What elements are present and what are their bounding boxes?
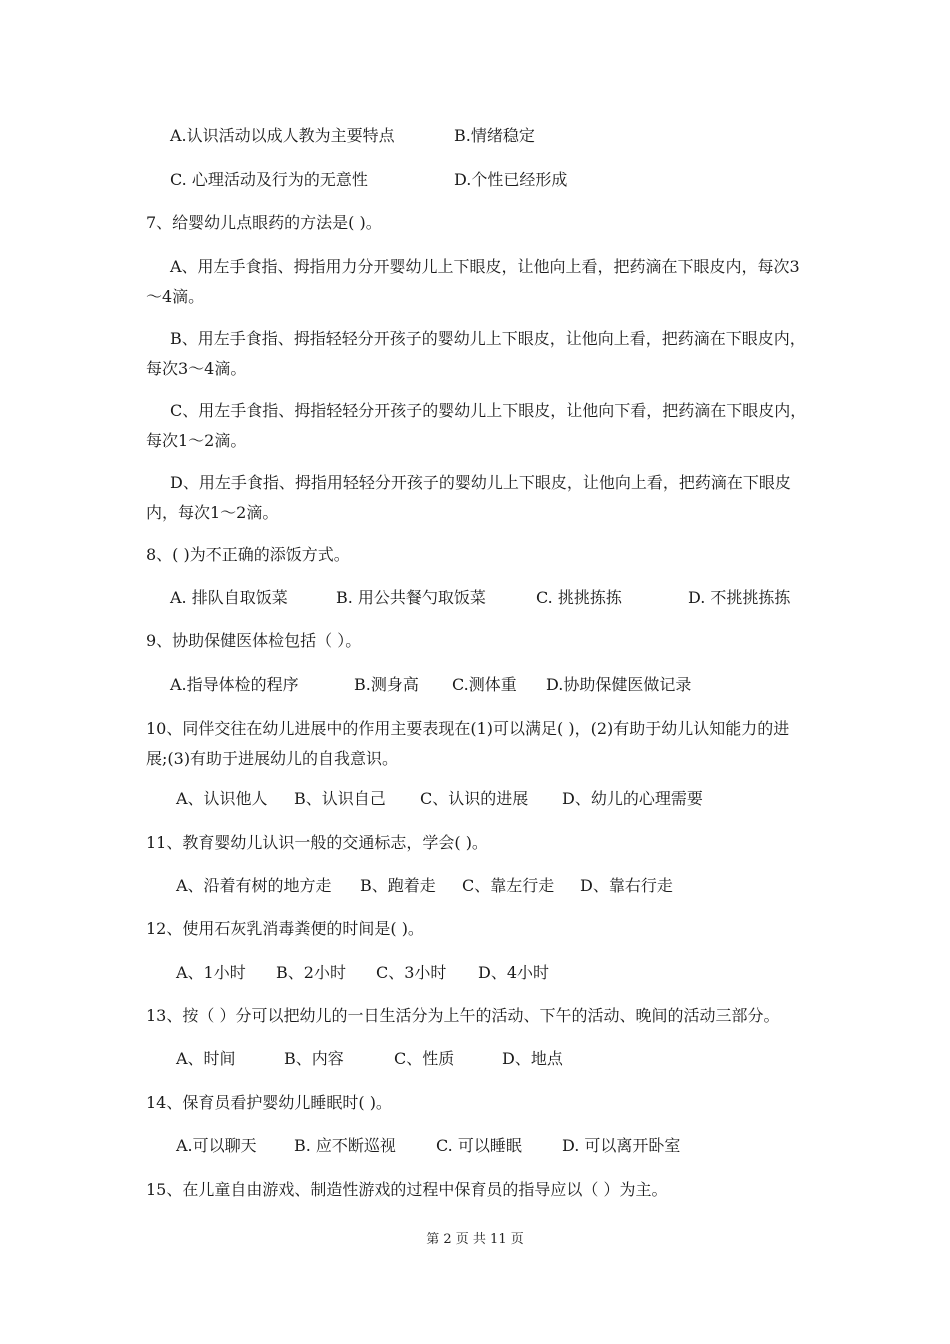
q6-option-c: C. 心理活动及行为的无意性 bbox=[170, 170, 368, 189]
q11-stem: 11、教育婴幼儿认识一般的交通标志，学会( )。 bbox=[146, 833, 488, 852]
q10-option-d: D、幼儿的心理需要 bbox=[562, 789, 703, 808]
q8-option-c: C. 挑挑拣拣 bbox=[536, 588, 622, 607]
q8-stem: 8、( )为不正确的添饭方式。 bbox=[146, 545, 350, 564]
q14-option-d: D. 可以离开卧室 bbox=[562, 1136, 681, 1155]
q13-option-a: A、时间 bbox=[176, 1049, 236, 1068]
q7-option-a: A、用左手食指、拇指用力分开婴幼儿上下眼皮，让他向上看，把药滴在下眼皮内，每次3～4滴。 bbox=[146, 257, 800, 306]
q9-option-b: B.测身高 bbox=[354, 675, 419, 694]
q7-stem: 7、给婴幼儿点眼药的方法是( )。 bbox=[146, 213, 382, 232]
q13-option-b: B、内容 bbox=[284, 1049, 344, 1068]
q6-option-b: B.情绪稳定 bbox=[454, 126, 535, 145]
q7-option-b: B、用左手食指、拇指轻轻分开孩子的婴幼儿上下眼皮，让他向上看，把药滴在下眼皮内，每次3～4滴。 bbox=[146, 329, 806, 378]
q6-option-a: A.认识活动以成人教为主要特点 bbox=[170, 126, 395, 145]
q10-option-a: A、认识他人 bbox=[176, 789, 268, 808]
q12-option-c: C、3小时 bbox=[376, 963, 447, 982]
q14-option-a: A.可以聊天 bbox=[176, 1136, 257, 1155]
q12-stem: 12、使用石灰乳消毒粪便的时间是( )。 bbox=[146, 919, 424, 938]
q7-option-c: C、用左手食指、拇指轻轻分开孩子的婴幼儿上下眼皮，让他向下看，把药滴在下眼皮内，每次1～2滴。 bbox=[146, 401, 807, 450]
q8-option-a: A. 排队自取饭菜 bbox=[170, 588, 288, 607]
q12-option-d: D、4小时 bbox=[478, 963, 550, 982]
q12-option-a: A、1小时 bbox=[176, 963, 246, 982]
q8-option-d: D. 不挑挑拣拣 bbox=[688, 588, 791, 607]
q11-option-c: C、靠左行走 bbox=[462, 876, 555, 895]
q11-option-d: D、靠右行走 bbox=[580, 876, 673, 895]
page-number-footer: 第 2 页 共 11 页 bbox=[426, 1232, 524, 1247]
q6-option-d: D.个性已经形成 bbox=[454, 170, 568, 189]
q9-option-d: D.协助保健医做记录 bbox=[546, 675, 692, 694]
q10-option-b: B、认识自己 bbox=[294, 789, 386, 808]
q14-stem: 14、保育员看护婴幼儿睡眠时( )。 bbox=[146, 1093, 392, 1112]
q7-option-d: D、用左手食指、拇指用轻轻分开孩子的婴幼儿上下眼皮，让他向上看，把药滴在下眼皮内，每次1～2滴。 bbox=[146, 473, 791, 522]
q9-option-a: A.指导体检的程序 bbox=[170, 675, 299, 694]
q11-option-a: A、沿着有树的地方走 bbox=[176, 876, 332, 895]
q12-option-b: B、2小时 bbox=[276, 963, 346, 982]
q8-option-b: B. 用公共餐勺取饭菜 bbox=[336, 588, 486, 607]
q13-stem: 13、按（ ）分可以把幼儿的一日生活分为上午的活动、下午的活动、晚间的活动三部分。 bbox=[146, 1006, 780, 1025]
q13-option-c: C、性质 bbox=[394, 1049, 455, 1068]
q10-stem: 10、同伴交往在幼儿进展中的作用主要表现在(1)可以满足( )，(2)有助于幼儿认知能力的进展;(3)有助于进展幼儿的自我意识。 bbox=[146, 719, 790, 768]
q10-option-c: C、认识的进展 bbox=[420, 789, 529, 808]
q14-option-c: C. 可以睡眠 bbox=[436, 1136, 522, 1155]
q15-stem: 15、在儿童自由游戏、制造性游戏的过程中保育员的指导应以（ ）为主。 bbox=[146, 1180, 668, 1199]
q9-option-c: C.测体重 bbox=[452, 675, 517, 694]
q9-stem: 9、协助保健医体检包括（ ）。 bbox=[146, 631, 362, 650]
q13-option-d: D、地点 bbox=[502, 1049, 563, 1068]
q14-option-b: B. 应不断巡视 bbox=[294, 1136, 396, 1155]
q11-option-b: B、跑着走 bbox=[360, 876, 436, 895]
